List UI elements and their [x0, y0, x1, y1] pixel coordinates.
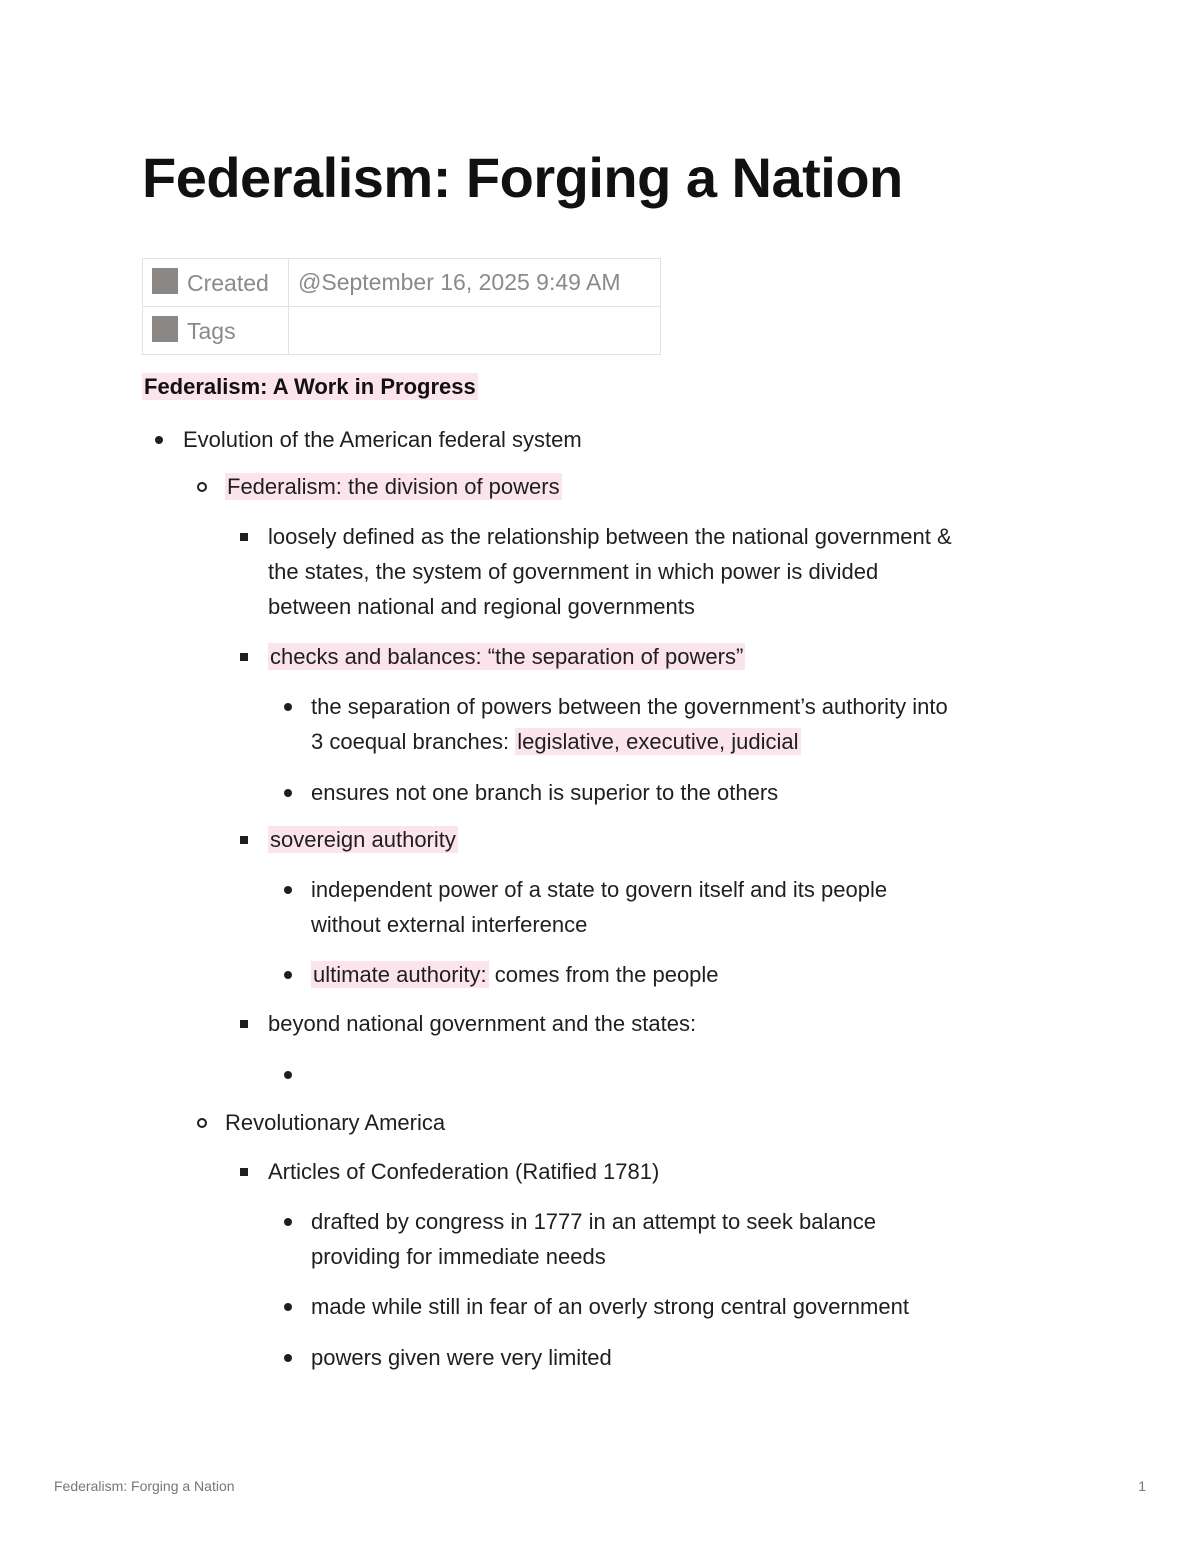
- circle-bullet-icon: [197, 482, 207, 492]
- list-item-line: drafted by congress in 1777 in an attempt to seek balance: [311, 1209, 877, 1234]
- section-heading: Federalism: A Work in Progress: [144, 374, 476, 399]
- disc-bullet-icon: [284, 971, 292, 979]
- tags-label: Tags: [187, 318, 236, 344]
- page-title: Federalism: Forging a Nation: [142, 146, 903, 209]
- square-bullet-icon: [240, 836, 248, 844]
- list-item: Evolution of the American federal system: [183, 427, 582, 452]
- disc-bullet-icon: [284, 1303, 292, 1311]
- list-item: beyond national government and the states:: [268, 1011, 697, 1036]
- footer-title: Federalism: Forging a Nation: [54, 1478, 235, 1494]
- list-item: ultimate authority: comes from the people: [313, 962, 719, 987]
- disc-bullet-icon: [284, 1354, 292, 1362]
- list-item: ensures not one branch is superior to the others: [311, 780, 779, 805]
- page-number: 1: [1138, 1478, 1146, 1494]
- disc-bullet-icon: [284, 703, 292, 711]
- disc-bullet-icon: [155, 436, 163, 444]
- circle-bullet-icon: [197, 1118, 207, 1128]
- property-name-tags: [143, 307, 289, 355]
- list-item: Federalism: the division of powers: [227, 474, 560, 499]
- list-item-line: between national and regional governments: [268, 594, 695, 619]
- list-item-line: providing for immediate needs: [311, 1244, 606, 1269]
- created-label: Created: [187, 270, 269, 296]
- property-name-created: [143, 259, 289, 307]
- tags-value[interactable]: [289, 307, 661, 355]
- disc-bullet-icon: [284, 789, 292, 797]
- property-type-icon: [152, 268, 178, 294]
- square-bullet-icon: [240, 1020, 248, 1028]
- property-row-created: [143, 259, 661, 307]
- property-row-tags: [143, 307, 661, 355]
- square-bullet-icon: [240, 653, 248, 661]
- disc-bullet-icon: [284, 1071, 292, 1079]
- disc-bullet-icon: [284, 886, 292, 894]
- list-item-line: independent power of a state to govern itself and its people: [311, 877, 888, 902]
- list-item: powers given were very limited: [311, 1345, 612, 1370]
- list-item: Revolutionary America: [225, 1110, 446, 1135]
- square-bullet-icon: [240, 1168, 248, 1176]
- list-item-line: the states, the system of government in which power is divided: [268, 559, 879, 584]
- list-item: checks and balances: “the separation of powers”: [270, 644, 744, 669]
- list-item-line: 3 coequal branches: legislative, executive, judicial: [311, 729, 799, 754]
- list-item-line: without external interference: [311, 912, 588, 937]
- list-item-line: loosely defined as the relationship between the national government &: [268, 524, 952, 549]
- list-item-line: the separation of powers between the government’s authority into: [311, 694, 948, 719]
- property-type-icon: [152, 316, 178, 342]
- created-value[interactable]: @September 16, 2025 9:49 AM: [289, 259, 661, 307]
- disc-bullet-icon: [284, 1218, 292, 1226]
- properties-table: [142, 258, 661, 355]
- square-bullet-icon: [240, 533, 248, 541]
- list-item: Articles of Confederation (Ratified 1781): [268, 1159, 660, 1184]
- list-item: sovereign authority: [270, 827, 456, 852]
- list-item: made while still in fear of an overly strong central government: [311, 1294, 909, 1319]
